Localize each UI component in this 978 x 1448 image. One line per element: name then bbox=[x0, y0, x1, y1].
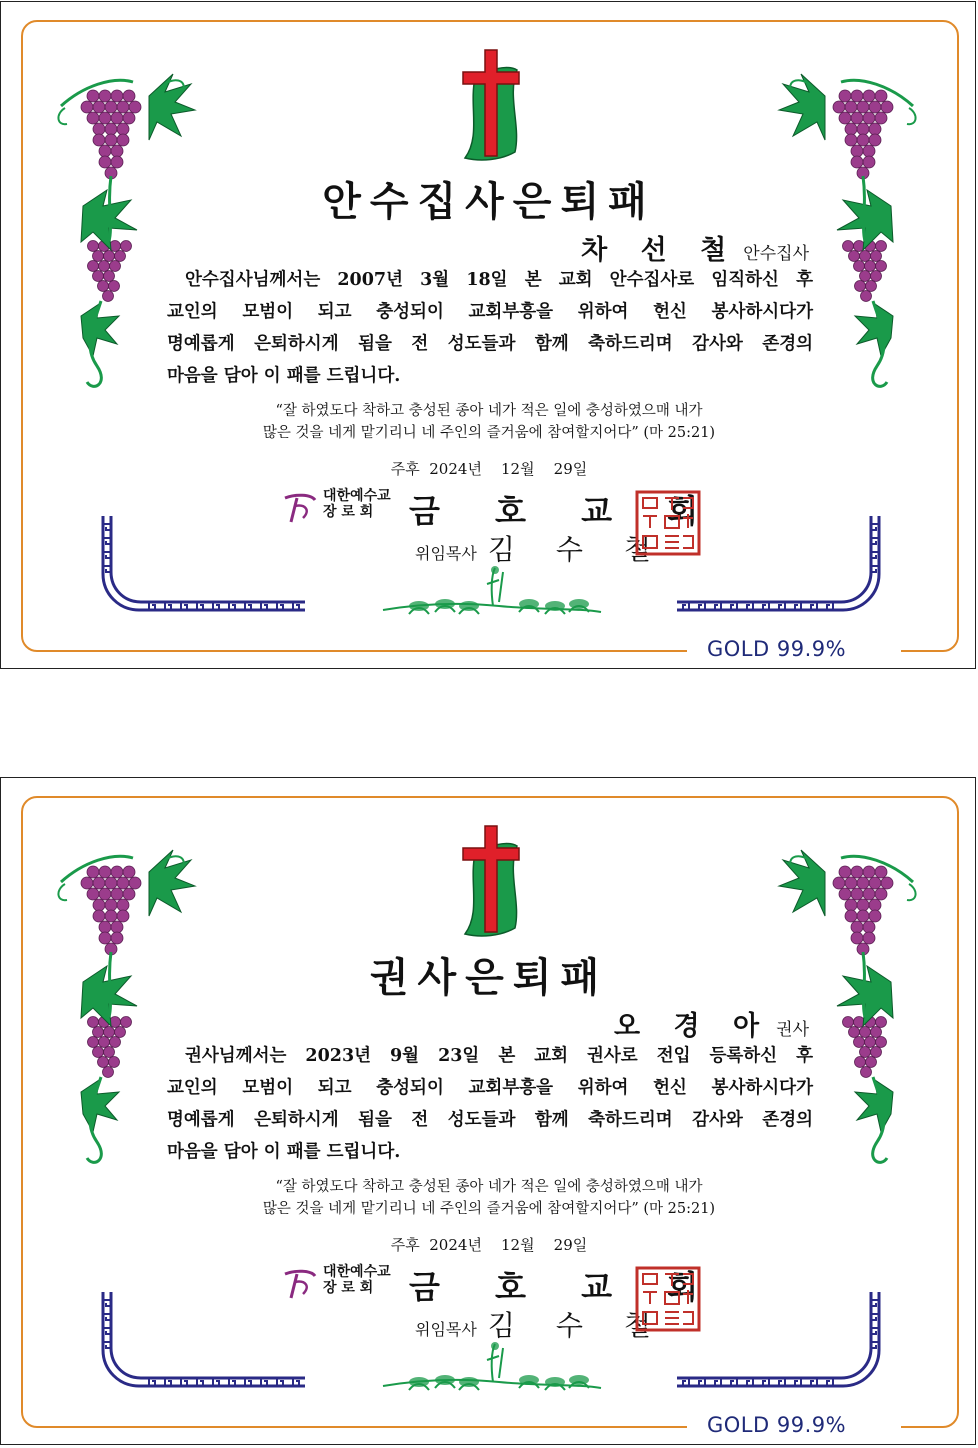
denomination-line: 대한예수교 bbox=[323, 1264, 391, 1280]
recipient bbox=[614, 1004, 809, 1043]
plaque-title: 권사은퇴패 bbox=[369, 955, 609, 1001]
recipient-name: 오 경 아 bbox=[614, 1011, 772, 1042]
denomination bbox=[323, 1264, 391, 1296]
pastor-title: 위임목사 bbox=[415, 544, 477, 563]
meander-border-icon bbox=[99, 1290, 309, 1394]
date-line: 주후 2024년 12월 29일 bbox=[390, 460, 588, 478]
date-line: 주후 2024년 12월 29일 bbox=[390, 1236, 588, 1254]
verse-line: 많은 것을 네게 맡기리니 네 주인의 즐거움에 참여할지어다” (마 25:21) bbox=[262, 425, 716, 441]
scripture-verse bbox=[1, 1176, 977, 1220]
citation-line: 마음을 담아 이 패를 드립니다. bbox=[167, 1142, 401, 1162]
recipient bbox=[581, 228, 809, 267]
citation-line: 안수집사님께서는 2007년 3월 18일 본 교회 안수집사로 임직하신 후 bbox=[185, 270, 813, 290]
church-name: 금 호 교 회 bbox=[409, 1268, 721, 1306]
verse-line: “잘 하였도다 착하고 충성된 종아 네가 적은 일에 충성하였으매 내가 bbox=[275, 403, 703, 419]
church-name: 금 호 교 회 bbox=[409, 492, 721, 530]
scripture-verse bbox=[1, 400, 977, 444]
gold-label: GOLD 99.9% bbox=[707, 1413, 847, 1437]
plaque-2 bbox=[0, 777, 976, 1445]
pastor-title: 위임목사 bbox=[415, 1320, 477, 1339]
gold-label: GOLD 99.9% bbox=[707, 637, 847, 661]
plaque-1 bbox=[0, 1, 976, 669]
cross-emblem-icon bbox=[451, 46, 529, 164]
cross-emblem-icon bbox=[451, 822, 529, 940]
citation-line: 교인의 모범이 되고 충성되이 교회부흥을 위하여 헌신 봉사하시다가 bbox=[167, 1078, 813, 1098]
denomination-logo-icon bbox=[281, 492, 319, 524]
church-seal-icon bbox=[635, 490, 701, 556]
pastor-signature bbox=[415, 1304, 667, 1344]
plaque-title: 안수집사은퇴패 bbox=[322, 179, 656, 225]
denomination-line: 대한예수교 bbox=[323, 488, 391, 504]
shepherd-flock-icon bbox=[379, 562, 605, 622]
pastor-name: 김 수 철 bbox=[487, 1309, 667, 1342]
shepherd-flock-icon bbox=[379, 1338, 605, 1398]
citation-line: 명예롭게 은퇴하시게 됨을 전 성도들과 함께 축하드리며 감사와 존경의 bbox=[167, 1110, 813, 1130]
verse-line: 많은 것을 네게 맡기리니 네 주인의 즐거움에 참여할지어다” (마 25:21) bbox=[262, 1201, 716, 1217]
citation-line: 교인의 모범이 되고 충성되이 교회부흥을 위하여 헌신 봉사하시다가 bbox=[167, 302, 813, 322]
recipient-rank: 안수집사 bbox=[743, 244, 809, 264]
citation-line: 권사님께서는 2023년 9월 23일 본 교회 권사로 전입 등록하신 후 bbox=[185, 1046, 813, 1066]
church-seal-icon bbox=[635, 1266, 701, 1332]
denomination-line: 장 로 회 bbox=[323, 1280, 374, 1296]
denomination bbox=[323, 488, 391, 520]
citation-line: 명예롭게 은퇴하시게 됨을 전 성도들과 함께 축하드리며 감사와 존경의 bbox=[167, 334, 813, 354]
pastor-signature bbox=[415, 528, 667, 568]
verse-line: “잘 하였도다 착하고 충성된 종아 네가 적은 일에 충성하였으매 내가 bbox=[275, 1179, 703, 1195]
citation-text bbox=[167, 1040, 813, 1168]
denomination-line: 장 로 회 bbox=[323, 504, 374, 520]
pastor-name: 김 수 철 bbox=[487, 533, 667, 566]
citation-line: 마음을 담아 이 패를 드립니다. bbox=[167, 366, 401, 386]
citation-text bbox=[167, 264, 813, 392]
recipient-name: 차 선 철 bbox=[581, 235, 739, 266]
denomination-logo-icon bbox=[281, 1268, 319, 1300]
recipient-rank: 권사 bbox=[776, 1020, 809, 1040]
meander-border-icon bbox=[99, 514, 309, 618]
